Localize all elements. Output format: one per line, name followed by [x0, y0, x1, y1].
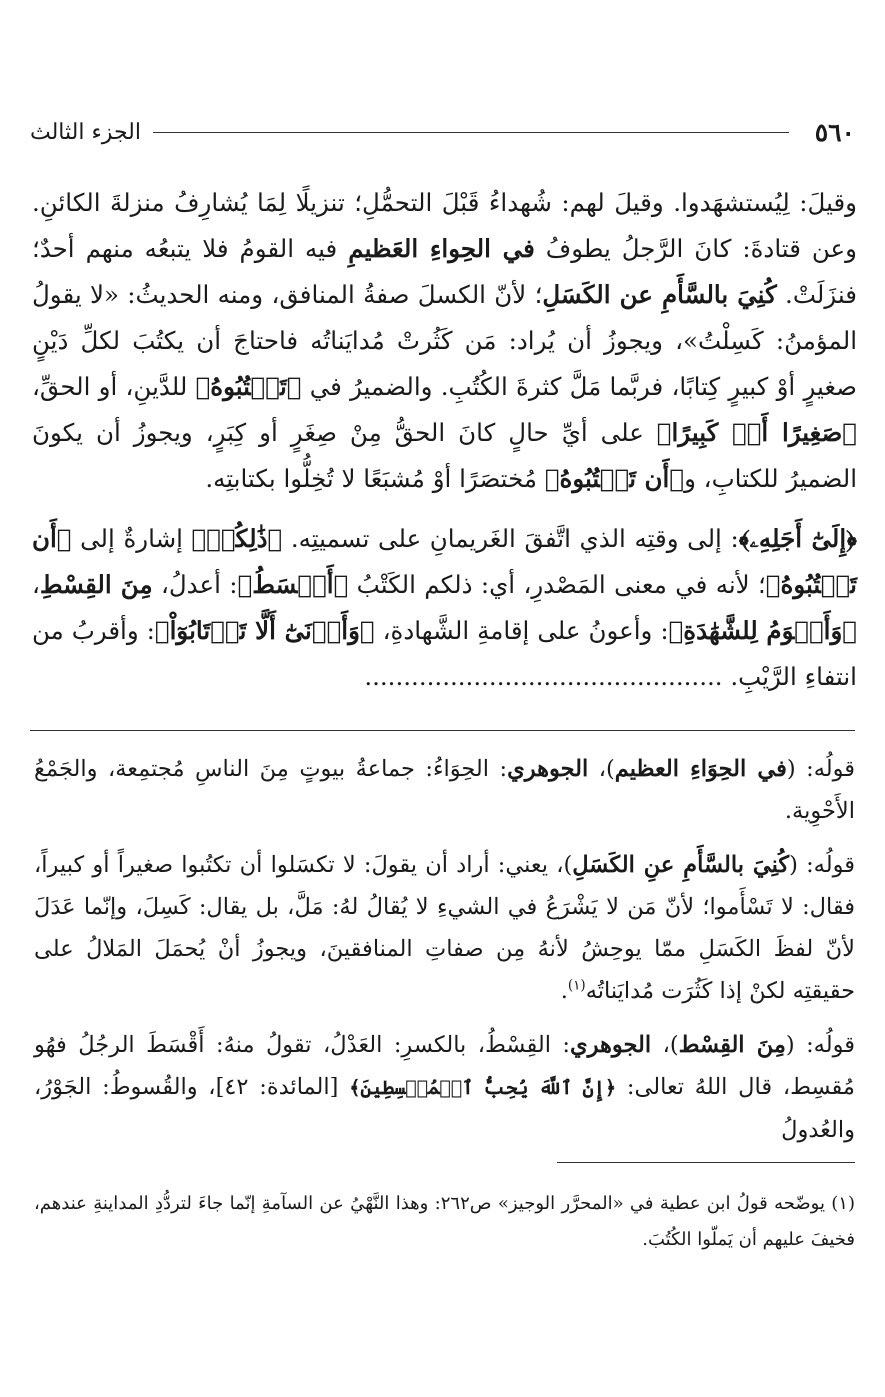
footnote-marker[interactable]: (١) — [567, 977, 586, 994]
volume-title: الجزء الثالث — [30, 119, 141, 145]
commentary-paragraph-2: قولُه: (كُنِيَ بالسَّأَمِ عنِ الكَسَلِ)، يعني: أراد أن يقولَ: لا تكسَلوا أن تكتُبوا صغيراً أو كبيراً، فقال: لا تَسْأَموا؛ لأنّ مَن لا يَشْرَعُ في الشيءِ لا يُقالُ لهُ: مَلَّ، بل يقال: كَسِلَ، وإنّما عَدَلَ لأنّ لفظَ الكَسَلِ ممّا يوحِشُ لأنهُ مِن صفاتِ المنافقينَ، ويجوزُ أنْ يُحمَلَ المَلالُ على حقيقتِه لكنْ إذا كَثُرَت مُدايَناتُه$^{(١)}$. — [34, 852, 855, 1004]
quran-quote: ﴿صَغِيرًا أَوۡ كَبِيرًا﴾ — [656, 418, 857, 447]
quran-quote: ﴿ذَٰلِكُمۡ﴾ — [191, 524, 283, 553]
keyword: الجوهري — [569, 1032, 652, 1058]
page-number: ٥٦٠ — [814, 117, 855, 147]
keyword: الجوهري — [507, 756, 589, 782]
footnote-1: (١) يوضّحه قولُ ابن عطية في «المحرَّر الوجيز» ص٢٦٢: وهذا النَّهْيُ عن السآمةِ إنّما جاءَ لتردُّدِ المداينةِ عندهم، فخيفَ عليهم أن يَملّوا الكُتُبَ. — [34, 1193, 855, 1250]
keyword: كُنِيَ بالسَّأَمِ عنِ الكَسَلِ — [572, 852, 790, 878]
keyword: كُنِيَ بالسَّأَمِ عن الكَسَلِ — [542, 280, 777, 309]
keyword: مِنَ القِسْطِ — [39, 570, 153, 599]
commentary-paragraph-1: قولُه: (في الحِوَاءِ العظيم)، الجوهري: الحِوَاءُ: جماعةُ بيوتٍ مِنَ الناسِ مُجتمِعة، والجَمْعُ الأَحْوِية. — [34, 756, 856, 824]
keyword: مِنَ القِسْط — [678, 1032, 786, 1058]
header-rule — [153, 132, 789, 133]
main-paragraph-2: ﴿إِلَىٰٓ أَجَلِهِۦ﴾: إلى وقتِه الذي اتَّفقَ الغَريمانِ على تسميتِه. ﴿ذَٰلِكُمۡ﴾ إشارةٌ إلى ﴿أَن تَكۡتُبُوهُ﴾؛ لأنه في معنى المَصْدرِ، أي: ذلكم الكَتْبُ ﴿أَقۡسَطُ﴾: أعدلُ، مِنَ القِسْطِ، ﴿وَأَقۡوَمُ لِلشَّهَٰدَةِ﴾: وأعونُ على إقامةِ الشَّهادةِ، ﴿وَأَدۡنَىٰٓ أَلَّا تَرۡتَابُوٓاْ﴾: وأقربُ من انتفاءِ الرَّيْبِ. .............................................. — [32, 524, 858, 691]
quran-quote: ﴿وَأَقۡوَمُ لِلشَّهَٰدَةِ﴾ — [668, 616, 858, 645]
commentary-paragraph-3: قولُه: (مِنَ القِسْط)، الجوهري: القِسْطُ، بالكسرِ: العَدْلُ، تقولُ منهُ: أَقْسَطَ الرجُلُ فهُو مُقسِط، قال اللهُ تعالى: ﴿إِنَّ ٱللَّهَ يُحِبُّ ٱلۡمُقۡسِطِينَ﴾ [المائدة: ٤٢]، والقُسوطُ: الجَوْرُ، والعُدولُ — [34, 1032, 855, 1143]
footnotes — [34, 1186, 855, 1258]
main-paragraph-1: وقيلَ: لِيُستشهَدوا. وقيلَ لهم: شُهداءُ قَبْلَ التحمُّلِ؛ تنزيلًا لِمَا يُشارِفُ منزلةَ الكائنِ. وعن قتادةَ: كانَ الرَّجلُ يطوفُ في الحِواءِ العَظيمِ فيه القومُ فلا يتبعُه منهم أحدٌ؛ فنزَلَتْ. كُنِيَ بالسَّأَمِ عن الكَسَلِ؛ لأنّ الكسلَ صفةُ المنافق، ومنه الحديثُ: «لا يقولُ المؤمنُ: كَسِلْتُ»، ويجوزُ أن يُراد: مَن كَثُرتْ مُدايَناتُه فاحتاجَ أن يكتُبَ لكلِّ دَيْنٍ صغيرٍ أوْ كبيرٍ كِتابًا، فربَّما مَلَّ كثرةَ الكُتُبِ. والضميرُ في ﴿تَكۡتُبُوهُ﴾ للدَّينِ، أو الحقِّ، ﴿صَغِيرًا أَوۡ كَبِيرًا﴾ على أيِّ حالٍ كانَ الحقُّ مِنْ صِغَرٍ أو كِبَرٍ، ويجوزُ أن يكونَ الضميرُ للكتابِ، و﴿أَن تَكۡتُبُوهُ﴾ مُختصَرًا أوْ مُشبَعًا لا تُخِلُّوا بكتابتِه. — [32, 188, 857, 493]
quran-quote: ﴿تَكۡتُبُوهُ﴾ — [195, 372, 302, 401]
quran-quote: ﴿أَن تَكۡتُبُوهُ﴾ — [544, 464, 685, 493]
keyword: في الحِواءِ العَظيمِ — [348, 234, 535, 263]
quran-quote: ﴿إِلَىٰٓ أَجَلِهِۦ﴾ — [738, 524, 857, 553]
keyword: في الحِوَاءِ العظيم — [614, 756, 787, 782]
commentary-text — [34, 748, 855, 1151]
quran-quote: ﴿وَأَدۡنَىٰٓ أَلَّا تَرۡتَابُوٓاْ﴾ — [154, 616, 375, 645]
quran-quote: ﴿إِنَّ ٱللَّهَ يُحِبُّ ٱلۡمُقۡسِطِينَ﴾ — [349, 1076, 617, 1099]
running-header — [30, 112, 855, 152]
main-text — [32, 180, 857, 700]
quran-quote: ﴿أَن تَكۡتُبُوهُ﴾ — [32, 524, 857, 599]
dotted-leader: .............................................. — [364, 662, 723, 691]
quran-quote: ﴿أَقۡسَطُ﴾ — [237, 570, 349, 599]
commentary-divider — [30, 730, 855, 731]
footnote-divider — [557, 1162, 855, 1163]
